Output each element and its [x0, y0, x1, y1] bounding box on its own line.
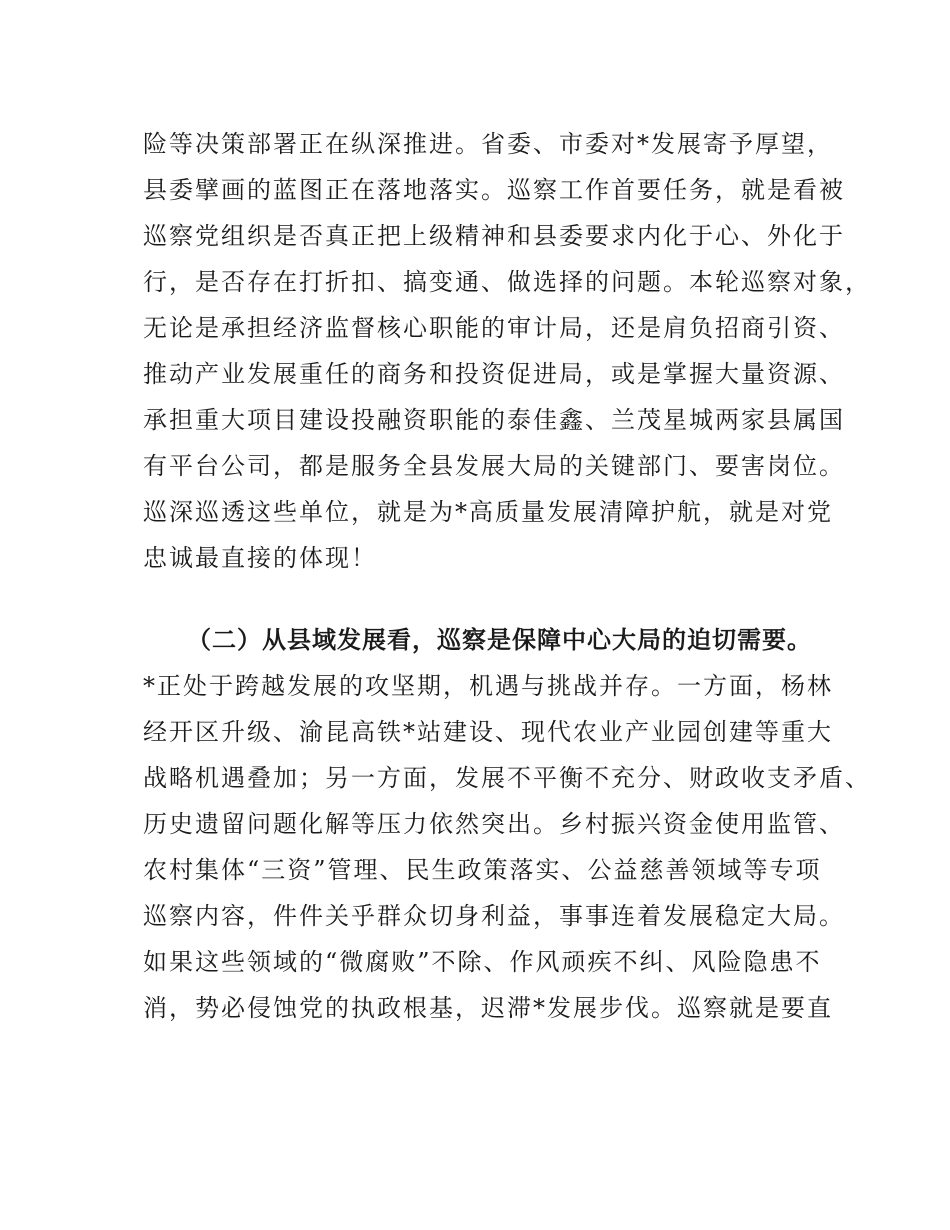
text-line: 历史遗留问题化解等压力依然突出。乡村振兴资金使用监管、 — [143, 810, 845, 838]
text-line: 战略机遇叠加；另一方面，发展不平衡不充分、财政收支矛盾、 — [143, 764, 871, 792]
text-line: 县委擘画的蓝图正在落地落实。巡察工作首要任务，就是看被 — [143, 176, 845, 204]
text-line: 巡深巡透这些单位，就是为*高质量发展清障护航，就是对党 — [143, 498, 833, 526]
text-line: 险等决策部署正在纵深推进。省委、市委对*发展寄予厚望， — [143, 130, 833, 158]
text-line: 农村集体“三资”管理、民生政策落实、公益慈善领域等专项 — [143, 856, 822, 884]
body-paragraph-2 — [143, 617, 871, 1031]
text-line: 推动产业发展重任的商务和投资促进局，或是掌握大量资源、 — [143, 360, 845, 388]
body-paragraph-1 — [143, 121, 871, 581]
text-line: 忠诚最直接的体现！ — [143, 544, 377, 572]
text-line: 如果这些领域的“微腐败”不除、作风顽疾不纠、风险隐患不 — [143, 948, 822, 976]
text-line: 行，是否存在打折扣、搞变通、做选择的问题。本轮巡察对象， — [143, 268, 871, 296]
text-line: 承担重大项目建设投融资职能的泰佳鑫、兰茂星城两家县属国 — [143, 406, 845, 434]
text-line: 巡察内容，件件关乎群众切身利益，事事连着发展稳定大局。 — [143, 902, 845, 930]
text-line: 巡察党组织是否真正把上级精神和县委要求内化于心、外化于 — [143, 222, 845, 250]
text-line: 有平台公司，都是服务全县发展大局的关键部门、要害岗位。 — [143, 452, 845, 480]
text-line: 经开区升级、渝昆高铁*站建设、现代农业产业园创建等重大 — [143, 718, 833, 746]
text-line: 消，势必侵蚀党的执政根基，迟滞*发展步伐。巡察就是要直 — [143, 994, 833, 1022]
text-line: 无论是承担经济监督核心职能的审计局，还是肩负招商引资、 — [143, 314, 845, 342]
section-heading: （二）从县域发展看，巡察是保障中心大局的迫切需要。 — [187, 626, 812, 654]
text-line: *正处于跨越发展的攻坚期，机遇与挑战并存。一方面，杨林 — [143, 672, 833, 700]
